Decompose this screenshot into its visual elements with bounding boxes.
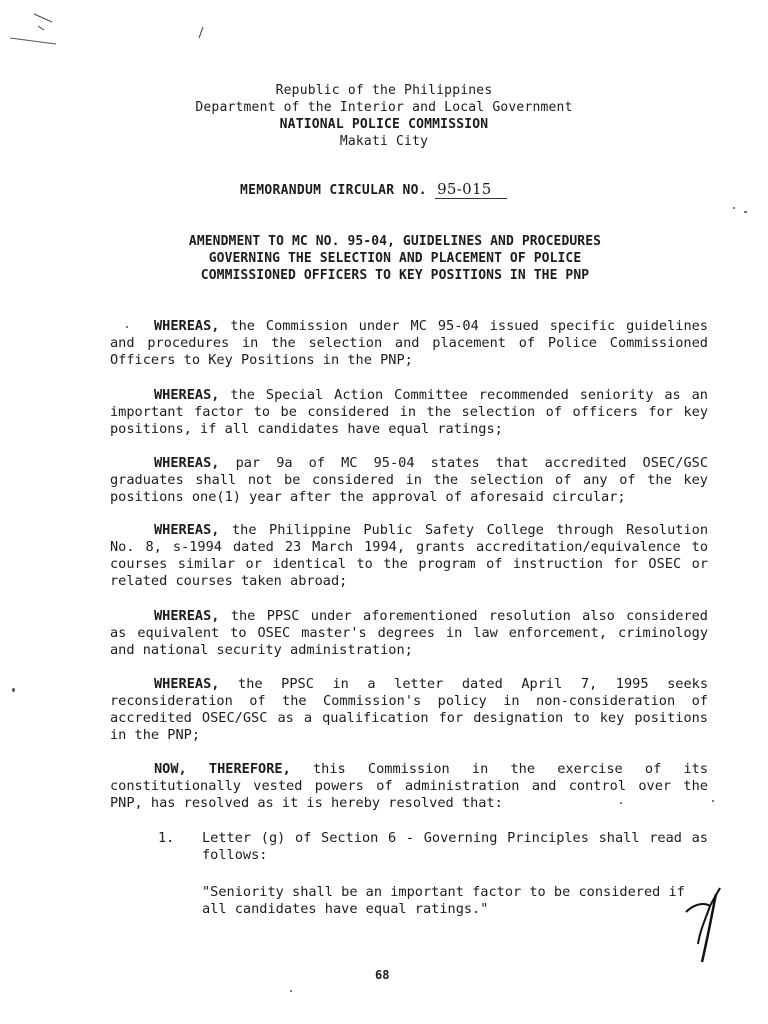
item-1-quote: "Seniority shall be an important factor to be considered if all candidates have equal ratings." — [202, 884, 685, 917]
header-commission: NATIONAL POLICE COMMISSION — [279, 117, 489, 132]
whereas-paragraph-5 — [110, 608, 708, 659]
paragraph-lead: WHEREAS, — [154, 522, 220, 538]
memo-circular-number: 95-015 — [435, 180, 507, 199]
document-title — [0, 233, 768, 284]
paragraph-lead: WHEREAS, — [154, 387, 220, 403]
paragraph-text: the PPSC in a letter dated April 7, 1995 seeks reconsideration of the Commission's policy in non-consideration of accredited OSEC/GSC as a qualification for designation to key positions in the PNP; — [110, 676, 708, 743]
paragraph-text: the PPSC under aforementioned resolution also considered as equivalent to OSEC master's degrees in law enforcement, criminology and national security administration; — [110, 608, 708, 658]
scan-mark-top-left — [4, 8, 64, 48]
scan-speck — [12, 688, 15, 692]
title-line-1: AMENDMENT TO MC NO. 95-04, GUIDELINES AND PROCEDURES — [188, 234, 602, 249]
scan-speck — [712, 800, 714, 802]
title-line-2: GOVERNING THE SELECTION AND PLACEMENT OF POLICE — [208, 251, 582, 266]
page-number: 68 — [375, 968, 390, 982]
paragraph-lead: NOW, THEREFORE, — [154, 761, 291, 777]
title-line-3: COMMISSIONED OFFICERS TO KEY POSITIONS IN THE PNP — [200, 268, 590, 283]
whereas-paragraph-2 — [110, 387, 708, 438]
paragraph-lead: WHEREAS, — [154, 455, 220, 471]
now-therefore-paragraph — [110, 761, 708, 812]
header-republic: Republic of the Philippines — [275, 83, 493, 98]
whereas-paragraph-1 — [110, 318, 708, 369]
scan-speck — [620, 802, 622, 804]
paragraph-text: the Commission under MC 95-04 issued specific guidelines and procedures in the selection and placement of Police Commissioned Officers to Key Positions in the PNP; — [110, 318, 708, 368]
scan-speck — [126, 326, 128, 328]
paragraph-text: the Special Action Committee recommended seniority as an important factor to be considered in the selection of officers for key positions, if all candidates have equal ratings; — [110, 387, 708, 437]
memo-circular-label: MEMORANDUM CIRCULAR NO. — [240, 183, 427, 198]
paragraph-text: this Commission in the exercise of its constitutionally vested powers of administration and control over the PNP, has resolved as it is hereby resolved that: — [110, 761, 709, 811]
pen-stroke-mark — [196, 26, 206, 40]
header-city: Makati City — [339, 134, 429, 149]
paragraph-text: the Philippine Public Safety College through Resolution No. 8, s-1994 dated 23 March 1994, grants accreditation/equivalence to courses similar or identical to the program of instruction for OSEC or related courses taken abroad; — [110, 522, 708, 589]
scan-speck — [290, 990, 292, 992]
item-1-text: Letter (g) of Section 6 - Governing Principles shall read as follows: — [202, 830, 708, 863]
scan-speck — [744, 211, 747, 213]
whereas-paragraph-3 — [110, 455, 708, 506]
scan-speck — [733, 207, 735, 209]
whereas-paragraph-6 — [110, 676, 708, 744]
paragraph-text: par 9a of MC 95-04 states that accredited OSEC/GSC graduates shall not be considered in the selection of any of the key positions one(1) year after the approval of aforesaid circular; — [110, 455, 708, 505]
whereas-paragraph-4 — [110, 522, 708, 590]
handwritten-initial-signature — [676, 884, 726, 968]
paragraph-lead: WHEREAS, — [154, 608, 220, 624]
paragraph-lead: WHEREAS, — [154, 318, 220, 334]
header-department: Department of the Interior and Local Government — [195, 100, 573, 115]
item-1-number: 1. — [158, 830, 175, 846]
paragraph-lead: WHEREAS, — [154, 676, 220, 692]
memo-circular-line — [240, 180, 507, 199]
